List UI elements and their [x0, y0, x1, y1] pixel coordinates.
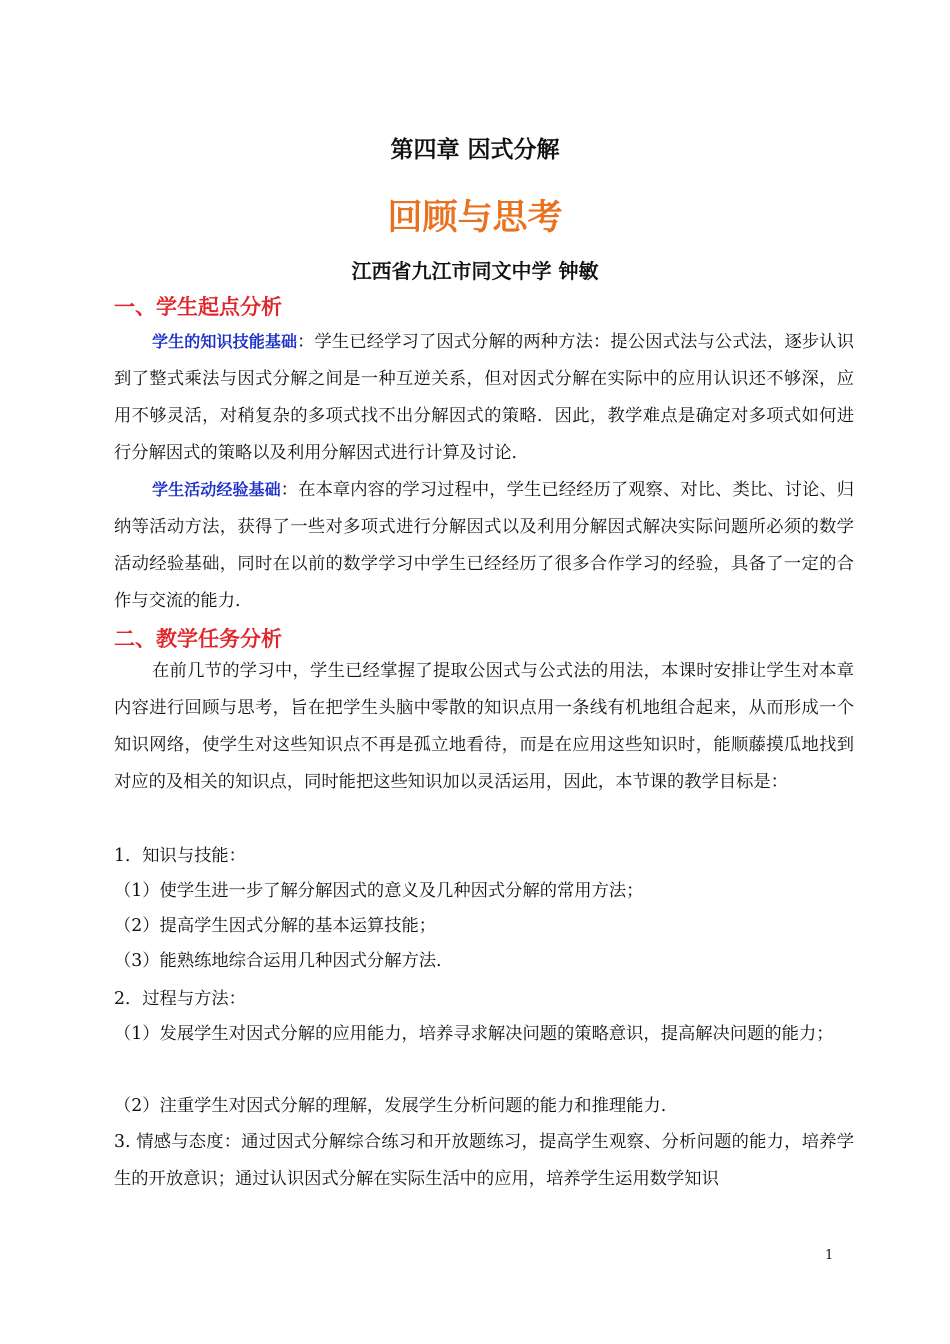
section-heading-1: 一、学生起点分析: [114, 295, 282, 319]
author-line: 江西省九江市同文中学 钟敏: [351, 259, 599, 283]
paragraph-task-intro: 在前几节的学习中，学生已经掌握了提取公因式与公式法的用法，本课时安排让学生对本章内容进行回顾与思考，旨在把学生头脑中零散的知识点用一条线有机地组合起来，从而形成一个知识网络，使学生对这些知识点不再是孤立地看待，而是在应用这些知识时，能顺藤摸瓜地找到对应的及相关的知识点，同时能把这些知识加以灵活运用，因此，本节课的教学目标是：: [114, 661, 854, 792]
activity-base-label: 学生活动经验基础: [152, 480, 281, 499]
goal1-item: （2）提高学生因式分解的基本运算技能；: [114, 916, 437, 936]
section-heading-2: 二、教学任务分析: [114, 627, 282, 651]
goal3-text: 3. 情感与态度：通过因式分解综合练习和开放题练习，提高学生观察、分析问题的能力，培养学生的开放意识；通过认识因式分解在实际生活中的应用，培养学生运用数学知识: [114, 1132, 854, 1189]
paragraph-knowledge-base: [114, 323, 854, 472]
chapter-heading: 第四章 因式分解: [390, 137, 560, 163]
goal2-title: 2．过程与方法：: [114, 989, 246, 1009]
knowledge-base-label: 学生的知识技能基础: [152, 332, 298, 351]
knowledge-base-text: ：学生已经学习了因式分解的两种方法：提公因式法与公式法，逐步认识到了整式乘法与因式分解之间是一种互逆关系，但对因式分解在实际中的应用认识还不够深，应用不够灵活，对稍复杂的多项式找不出分解因式的策略．因此，教学难点是确定对多项式如何进行分解因式的策略以及利用分解因式进行计算及讨论.: [114, 332, 854, 463]
goal1-item: （1）使学生进一步了解分解因式的意义及几种因式分解的常用方法；: [114, 881, 644, 901]
goal1-item: （3）能熟练地综合运用几种因式分解方法.: [114, 951, 442, 971]
goal2-item: （1）发展学生对因式分解的应用能力，培养寻求解决问题的策略意识，提高解决问题的能力；: [114, 1024, 834, 1044]
page-number: 1: [825, 1248, 834, 1263]
activity-base-text: ：在本章内容的学习过程中，学生已经经历了观察、对比、类比、讨论、归纳等活动方法，获得了一些对多项式进行分解因式以及利用分解因式解决实际问题所必须的数学活动经验基础，同时在以前的数学学习中学生已经经历了很多合作学习的经验，具备了一定的合作与交流的能力.: [114, 480, 854, 611]
paragraph-activity-base: [114, 471, 854, 620]
goal1-title: 1．知识与技能：: [114, 846, 246, 866]
lesson-title: 回顾与思考: [387, 198, 563, 238]
goal2-item: （2）注重学生对因式分解的理解，发展学生分析问题的能力和推理能力.: [114, 1096, 667, 1116]
